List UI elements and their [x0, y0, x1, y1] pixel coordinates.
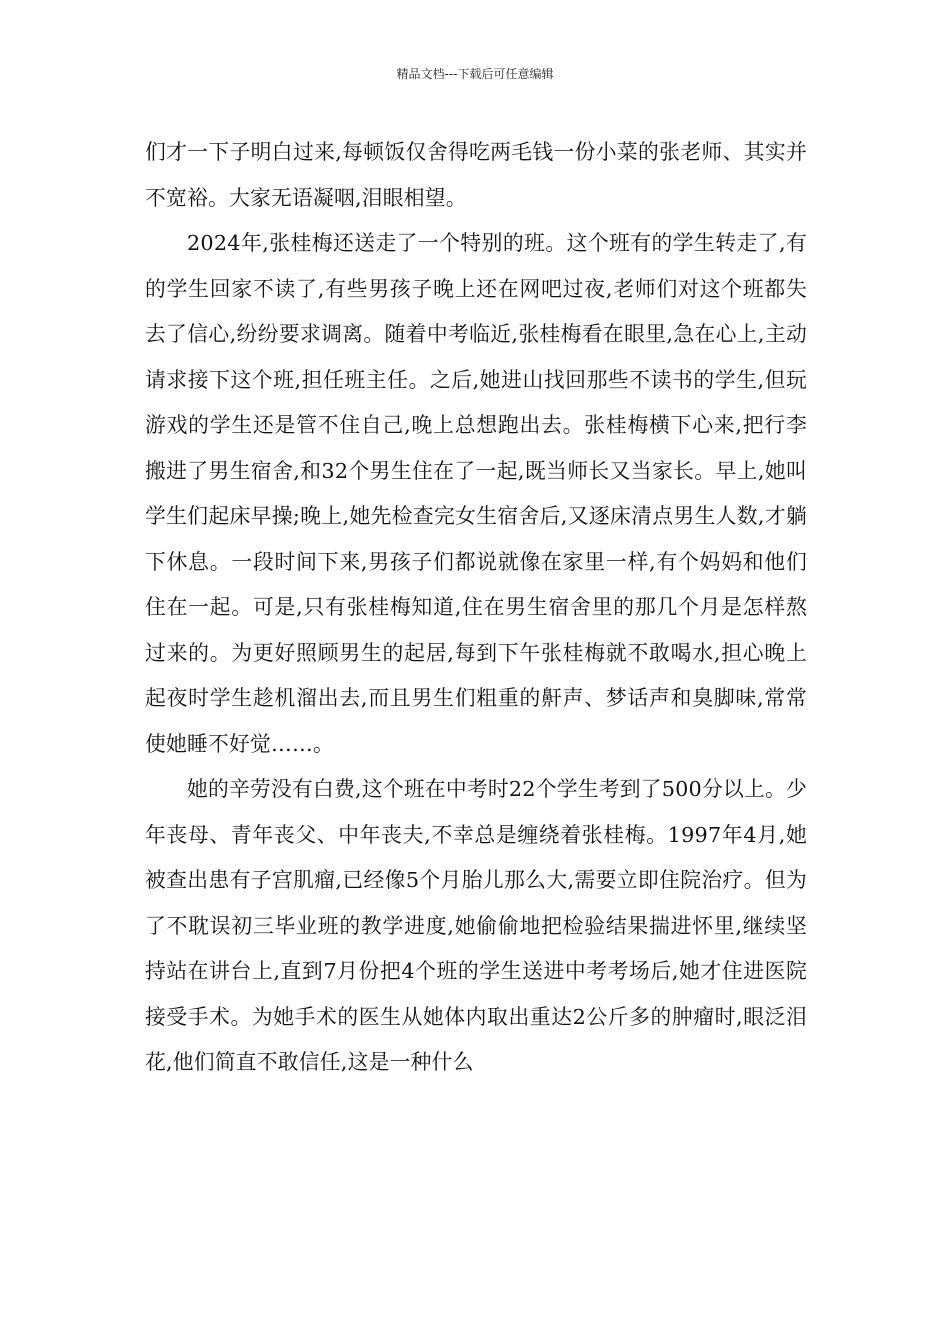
page-header: 精品文档---下载后可任意编辑 — [396, 67, 554, 81]
document-body — [145, 130, 807, 1086]
paragraph-3: 她的辛劳没有白费,这个班在中考时22个学生考到了500分以上。少年丧母、青年丧父、中年丧夫,不幸总是缠绕着张桂梅。1997年4月,她被查出患有子宫肌瘤,已经像5个月胎儿那么大,需要立即住院治疗。但为了不耽误初三毕业班的教学进度,她偷偷地把检验结果揣进怀里,继续坚持站在讲台上,直到7月份把4个班的学生送进中考考场后,她才住进医院接受手术。为她手术的医生从她体内取出重达2公斤多的肿瘤时,眼泛泪花,他们简直不敢信任,这是一种什么 — [145, 777, 807, 1074]
paragraph-1: 们才一下子明白过来,每顿饭仅舍得吃两毛钱一份小菜的张老师、其实并不宽裕。大家无语凝咽,泪眼相望。 — [145, 140, 807, 210]
paragraph-2: 2024年,张桂梅还送走了一个特别的班。这个班有的学生转走了,有的学生回家不读了,有些男孩子晚上还在网吧过夜,老师们对这个班都失去了信心,纷纷要求调离。随着中考临近,张桂梅看在眼里,急在心上,主动请求接下这个班,担任班主任。之后,她进山找回那些不读书的学生,但玩游戏的学生还是管不住自己,晚上总想跑出去。张桂梅横下心来,把行李搬进了男生宿舍,和32个男生住在了一起,既当师长又当家长。早上,她叫学生们起床早操;晚上,她先检查完女生宿舍后,又逐床清点男生人数,才躺下休息。一段时间下来,男孩子们都说就像在家里一样,有个妈妈和他们住在一起。可是,只有张桂梅知道,住在男生宿舍里的那几个月是怎样熬过来的。为更好照顾男生的起居,每到下午张桂梅就不敢喝水,担心晚上起夜时学生趁机溜出去,而且男生们粗重的鼾声、梦话声和臭脚味,常常使她睡不好觉……。 — [145, 231, 807, 756]
